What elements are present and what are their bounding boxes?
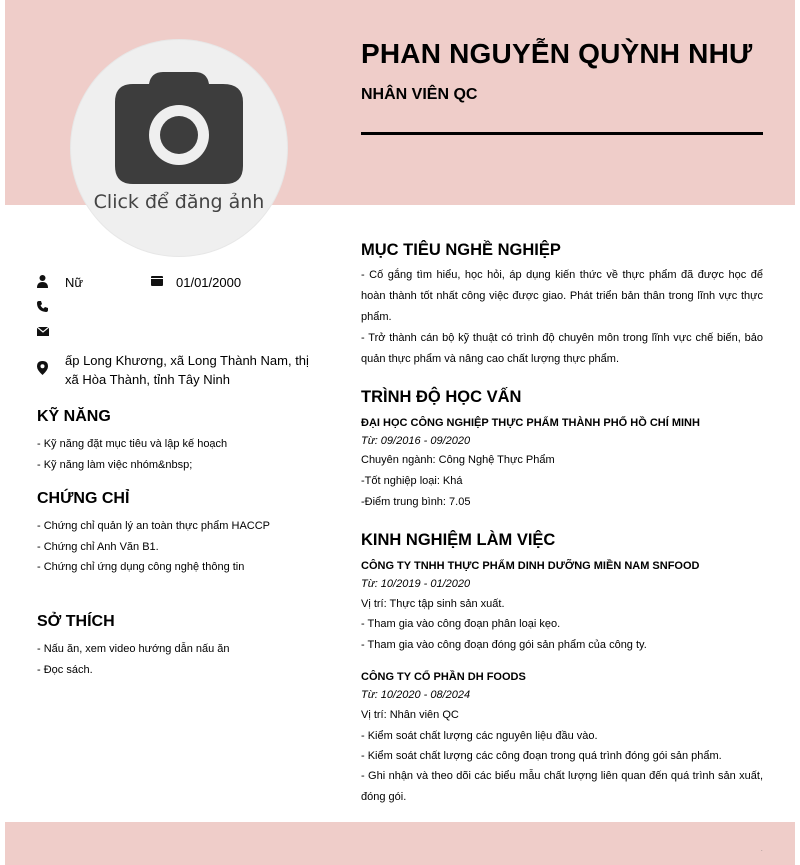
phone-icon [37,301,48,312]
avatar-upload-label: Click để đăng ảnh [93,191,265,213]
calendar-icon [151,275,163,286]
job-company: CÔNG TY CỔ PHẦN DH FOODS [361,671,526,683]
cv-page [5,0,795,865]
education-line: -Tốt nghiệp loại: Khá [361,475,463,487]
job-line: - Kiểm soát chất lượng các nguyên liệu đầu vào. [361,730,598,742]
objective-paragraph: - Trở thành cán bộ kỹ thuật có trình độ chuyên môn trong lĩnh vực chế biến, bảo quản thực phẩm và nâng cao chất lượng thực phẩm. [361,332,763,365]
job-line: - Kiểm soát chất lượng các công đoạn trong quá trình đóng gói sản phẩm. [361,750,722,762]
education-line: Chuyên ngành: Công Nghệ Thực Phẩm [361,454,555,466]
hobby-item: - Nấu ăn, xem video hướng dẫn nấu ăn [37,643,230,655]
hobbies-title: SỞ THÍCH [37,613,115,630]
header-divider [361,132,763,135]
phone-row [37,301,65,312]
job-line: - Tham gia vào công đoạn đóng gói sản phẩm của công ty. [361,639,647,651]
job-line: - Tham gia vào công đoạn phân loại kẹo. [361,618,561,630]
camera-icon [115,72,243,184]
skills-title: KỸ NĂNG [37,408,111,425]
footer-band [5,822,795,865]
address-row [37,351,309,389]
candidate-position: NHÂN VIÊN QC [361,86,478,103]
job-line: Vị trí: Thực tập sinh sản xuất. [361,598,505,610]
skill-item: - Kỹ năng làm việc nhóm&nbsp; [37,459,193,471]
candidate-name: PHAN NGUYỄN QUỲNH NHƯ [361,38,753,69]
education-line: -Điểm trung bình: 7.05 [361,496,471,508]
skill-item: - Kỹ năng đặt mục tiêu và lập kế hoạch [37,438,228,450]
certificate-item: - Chứng chỉ Anh Văn B1. [37,541,159,553]
education-period: Từ: 09/2016 - 09/2020 [361,435,471,447]
job-period: Từ: 10/2019 - 01/2020 [361,578,471,590]
avatar-upload[interactable] [71,40,287,256]
footer-mark: . [761,847,763,853]
job-company: CÔNG TY TNHH THỰC PHẨM DINH DƯỠNG MIỀN NAM SNFOOD [361,560,700,572]
location-pin-icon [37,361,48,375]
mail-icon [37,327,49,336]
education-title: TRÌNH ĐỘ HỌC VẤN [361,388,522,406]
gender-value: Nữ [65,275,84,290]
objective-title: MỤC TIÊU NGHỀ NGHIỆP [361,241,561,259]
person-icon [37,275,48,288]
experience-title: KINH NGHIỆM LÀM VIỆC [361,531,556,549]
objective-paragraph: - Cố gắng tìm hiểu, học hỏi, áp dụng kiến thức về thực phẩm đã được học để hoàn thành tốt nhất công việc được giao. Phát triển bản thân trong lĩnh vực thực phẩm. [361,269,763,323]
birthday-value: 01/01/2000 [176,275,242,290]
gender-row [37,275,83,290]
email-row [37,327,65,336]
address-line-1: ấp Long Khương, xã Long Thành Nam, thị [65,353,309,368]
job-line: Vị trí: Nhân viên QC [361,709,459,721]
job-period: Từ: 10/2020 - 08/2024 [361,689,471,701]
job-line: - Ghi nhận và theo dõi các biểu mẫu chất lượng liên quan đến quá trình sản xuất, đóng gói. [361,770,763,803]
address-line-2: xã Hòa Thành, tỉnh Tây Ninh [65,372,231,387]
certificates-title: CHỨNG CHỈ [37,490,130,507]
school-name: ĐẠI HỌC CÔNG NGHIỆP THỰC PHẨM THÀNH PHỐ HỒ CHÍ MINH [361,417,700,429]
certificate-item: - Chứng chỉ ứng dụng công nghệ thông tin [37,561,245,573]
birthday-row [151,275,241,290]
hobby-item: - Đọc sách. [37,664,93,676]
certificate-item: - Chứng chỉ quản lý an toàn thực phẩm HACCP [37,520,271,532]
